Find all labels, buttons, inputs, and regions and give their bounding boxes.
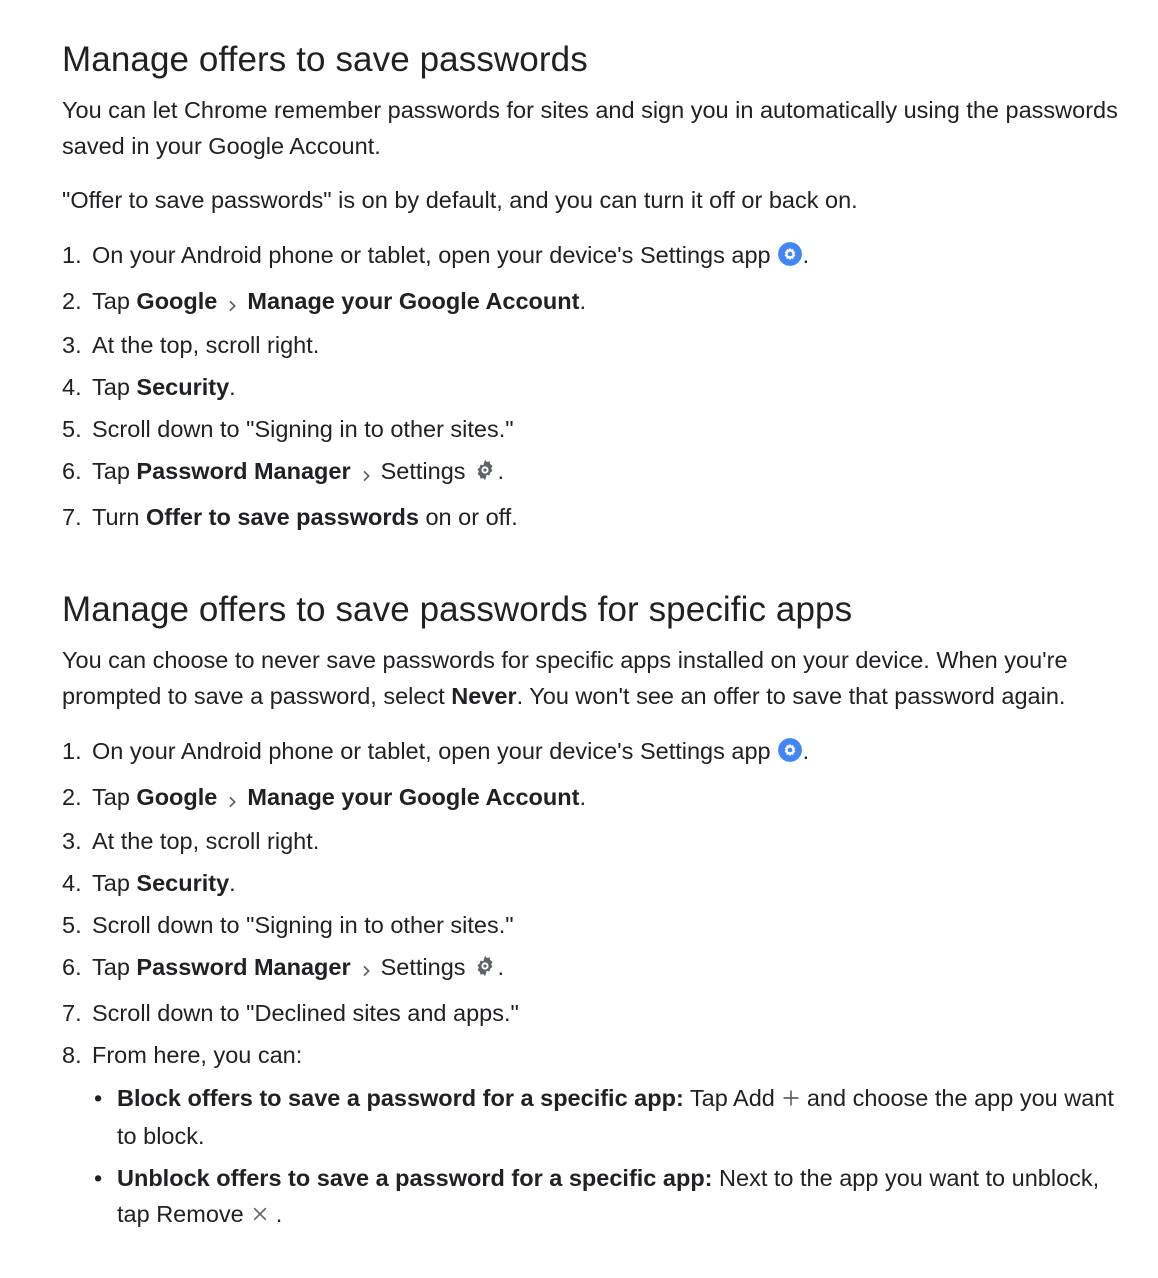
- steps-list: [62, 730, 1128, 1076]
- chevron-right-icon: [351, 452, 381, 494]
- section-intro: You can choose to never save passwords for specific apps installed on your device. When you're prompted to save a password, select Never. You won't see an offer to save that password again.: [62, 646, 1068, 709]
- list-item: 4. Tap Security.: [62, 373, 236, 400]
- list-item: 2. Tap Google Manage your Google Account.: [62, 776, 1128, 820]
- close-icon: [250, 1198, 270, 1234]
- list-item: 6. Tap Password Manager Settings .: [62, 946, 1128, 992]
- list-item: 5. Scroll down to "Signing in to other sites.": [62, 415, 514, 442]
- article-content: [62, 0, 1128, 1240]
- gear-icon: [472, 950, 498, 992]
- list-item: 6. Tap Password Manager Settings .: [62, 450, 1128, 496]
- gear-icon: [472, 454, 498, 496]
- list-item: 7. Scroll down to "Declined sites and apps.": [62, 999, 519, 1026]
- list-item: 1. On your Android phone or tablet, open your device's Settings app .: [62, 730, 1128, 776]
- list-item: 4. Tap Security.: [62, 869, 236, 896]
- list-item: 5. Scroll down to "Signing in to other sites.": [62, 911, 514, 938]
- list-item: 3. At the top, scroll right.: [62, 827, 320, 854]
- list-item: 2. Tap Google Manage your Google Account.: [62, 280, 1128, 324]
- list-item-block-app: • Block offers to save a password for a specific app: Tap Add and choose the app you want to block.: [86, 1080, 1128, 1154]
- options-list: [62, 1080, 1128, 1234]
- chevron-right-icon: [217, 282, 247, 324]
- steps-list: [62, 234, 1128, 538]
- list-item-unblock-app: • Unblock offers to save a password for a specific app: Next to the app you want to unblock, tap Remove .: [86, 1160, 1128, 1234]
- chevron-right-icon: [217, 778, 247, 820]
- list-item: 1. On your Android phone or tablet, open your device's Settings app .: [62, 234, 1128, 280]
- list-item: 7. Turn Offer to save passwords on or off.: [62, 503, 518, 530]
- section-intro: You can let Chrome remember passwords for sites and sign you in automatically using the passwords saved in your Google Account.: [62, 97, 1118, 159]
- list-item: 3. At the top, scroll right.: [62, 331, 320, 358]
- plus-icon: [781, 1082, 801, 1118]
- chevron-right-icon: [351, 947, 381, 989]
- section-title-manage-offers: Manage offers to save passwords: [62, 40, 588, 79]
- settings-app-icon: [777, 238, 803, 280]
- list-item: 8. From here, you can:: [62, 1041, 303, 1068]
- section-note: "Offer to save passwords" is on by default, and you can turn it off or back on.: [62, 187, 858, 213]
- settings-app-icon: [777, 734, 803, 776]
- section-title-specific-apps: Manage offers to save passwords for specific apps: [62, 589, 853, 629]
